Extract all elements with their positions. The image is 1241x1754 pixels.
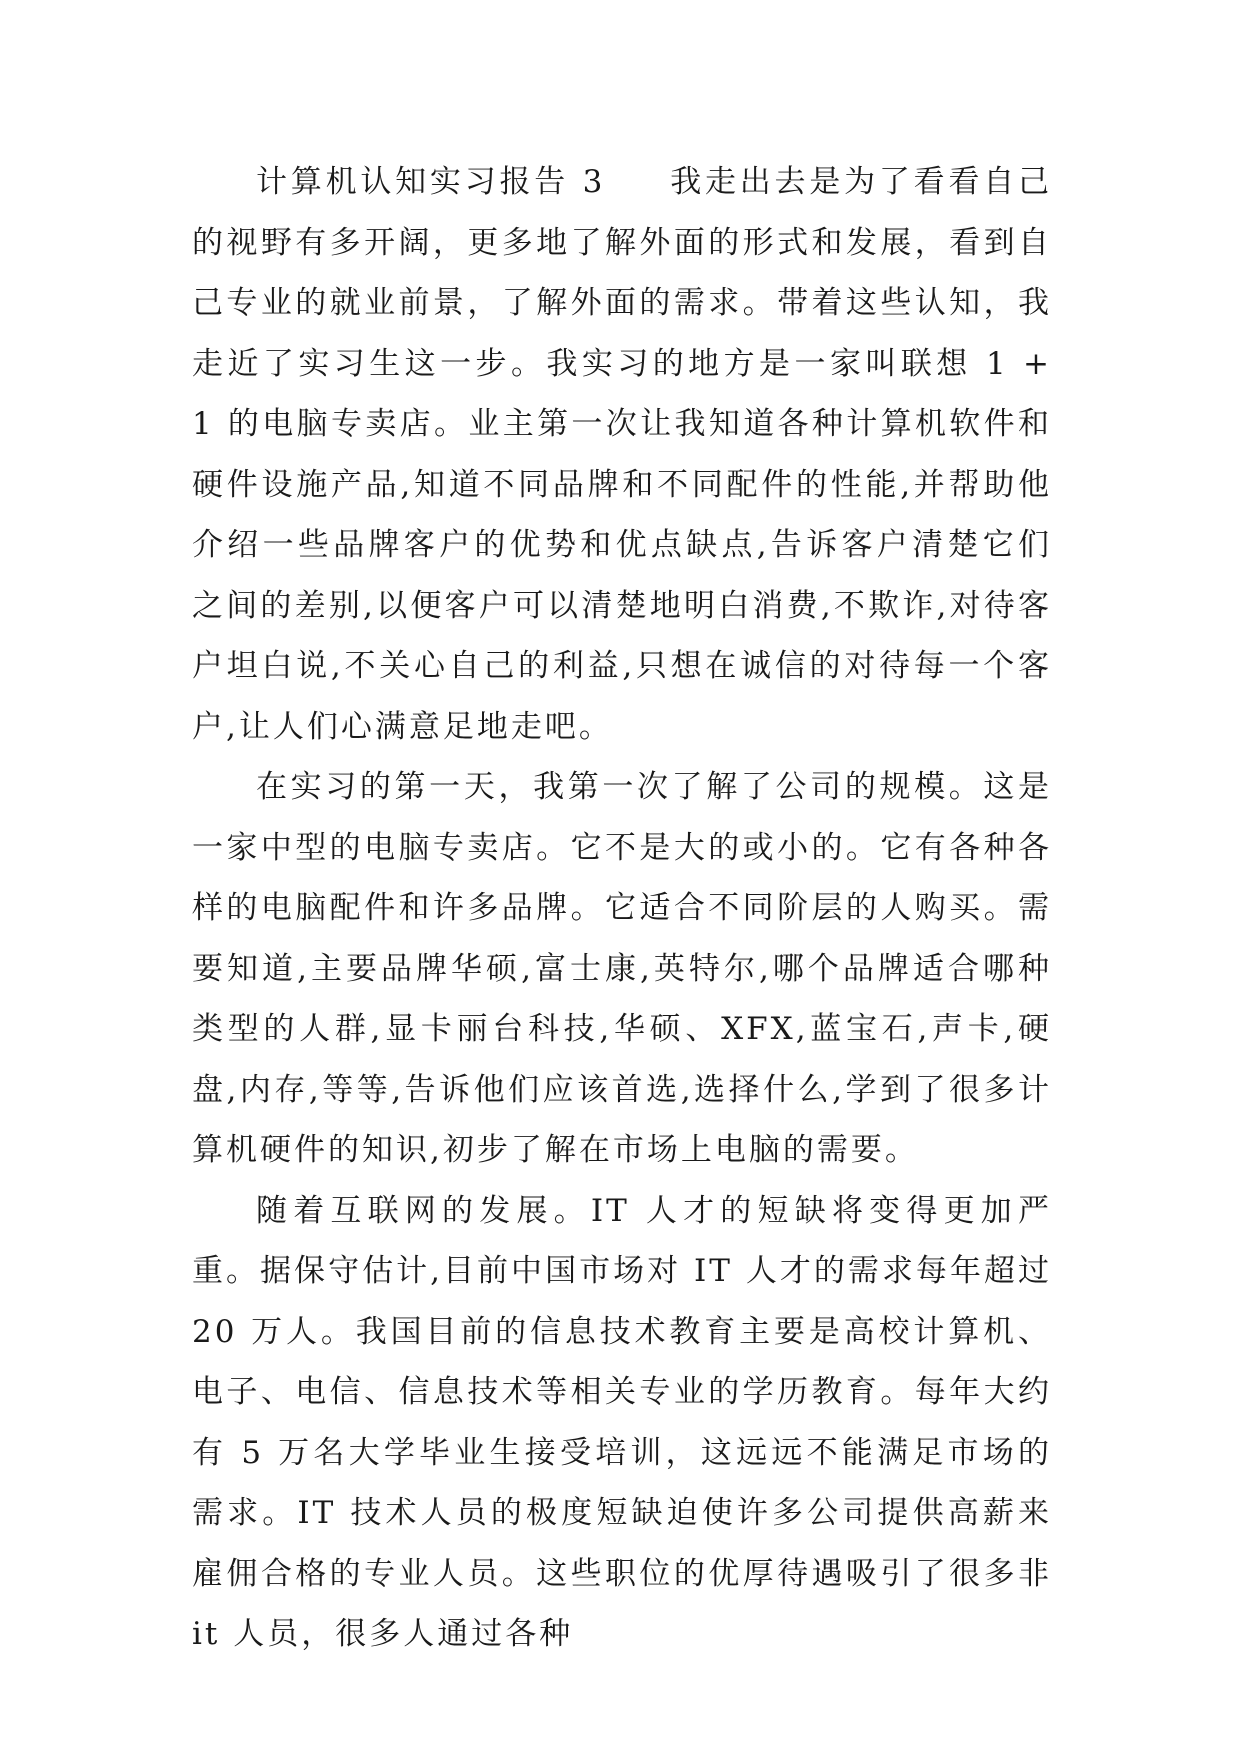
paragraph-3: 随着互联网的发展。IT 人才的短缺将变得更加严重。据保守估计,目前中国市场对 IT 人才的需求每年超过 20 万人。我国目前的信息技术教育主要是高校计算机、电子、电信、信息技术等相关专业的学历教育。每年大约有 5 万名大学毕业生接受培训，这远远不能满足市场的需求。IT 技术人员的极度短缺迫使许多公司提供高薪来雇佣合格的专业人员。这些职位的优厚待遇吸引了很多非 it 人员，很多人通过各种: [192, 1192, 1052, 1652]
paragraph-1-text: 我走出去是为了看看自己的视野有多开阔，更多地了解外面的形式和发展，看到自己专业的就业前景，了解外面的需求。带着这些认知，我走近了实习生这一步。我实习的地方是一家叫联想 1 + 1 的电脑专卖店。业主第一次让我知道各种计算机软件和硬件设施产品,知道不同品牌和不同配件的性能,并帮助他介绍一些品牌客户的优势和优点缺点,告诉客户清楚它们之间的差别,以便客户可以清楚地明白消费,不欺诈,对待客户坦白说,不关心自己的利益,只想在诚信的对待每一个客户,让人们心满意足地走吧。: [192, 164, 1053, 745]
paragraph-1: [192, 152, 1052, 757]
report-title: 计算机认知实习报告 3: [256, 164, 606, 200]
paragraph-2: 在实习的第一天，我第一次了解了公司的规模。这是一家中型的电脑专卖店。它不是大的或小的。它有各种各样的电脑配件和许多品牌。它适合不同阶层的人购买。需要知道,主要品牌华硕,富士康,英特尔,哪个品牌适合哪种类型的人群,显卡丽台科技,华硕、XFX,蓝宝石,声卡,硬盘,内存,等等,告诉他们应该首选,选择什么,学到了很多计算机硬件的知识,初步了解在市场上电脑的需要。: [192, 769, 1052, 1168]
report-body: [192, 152, 1052, 1665]
